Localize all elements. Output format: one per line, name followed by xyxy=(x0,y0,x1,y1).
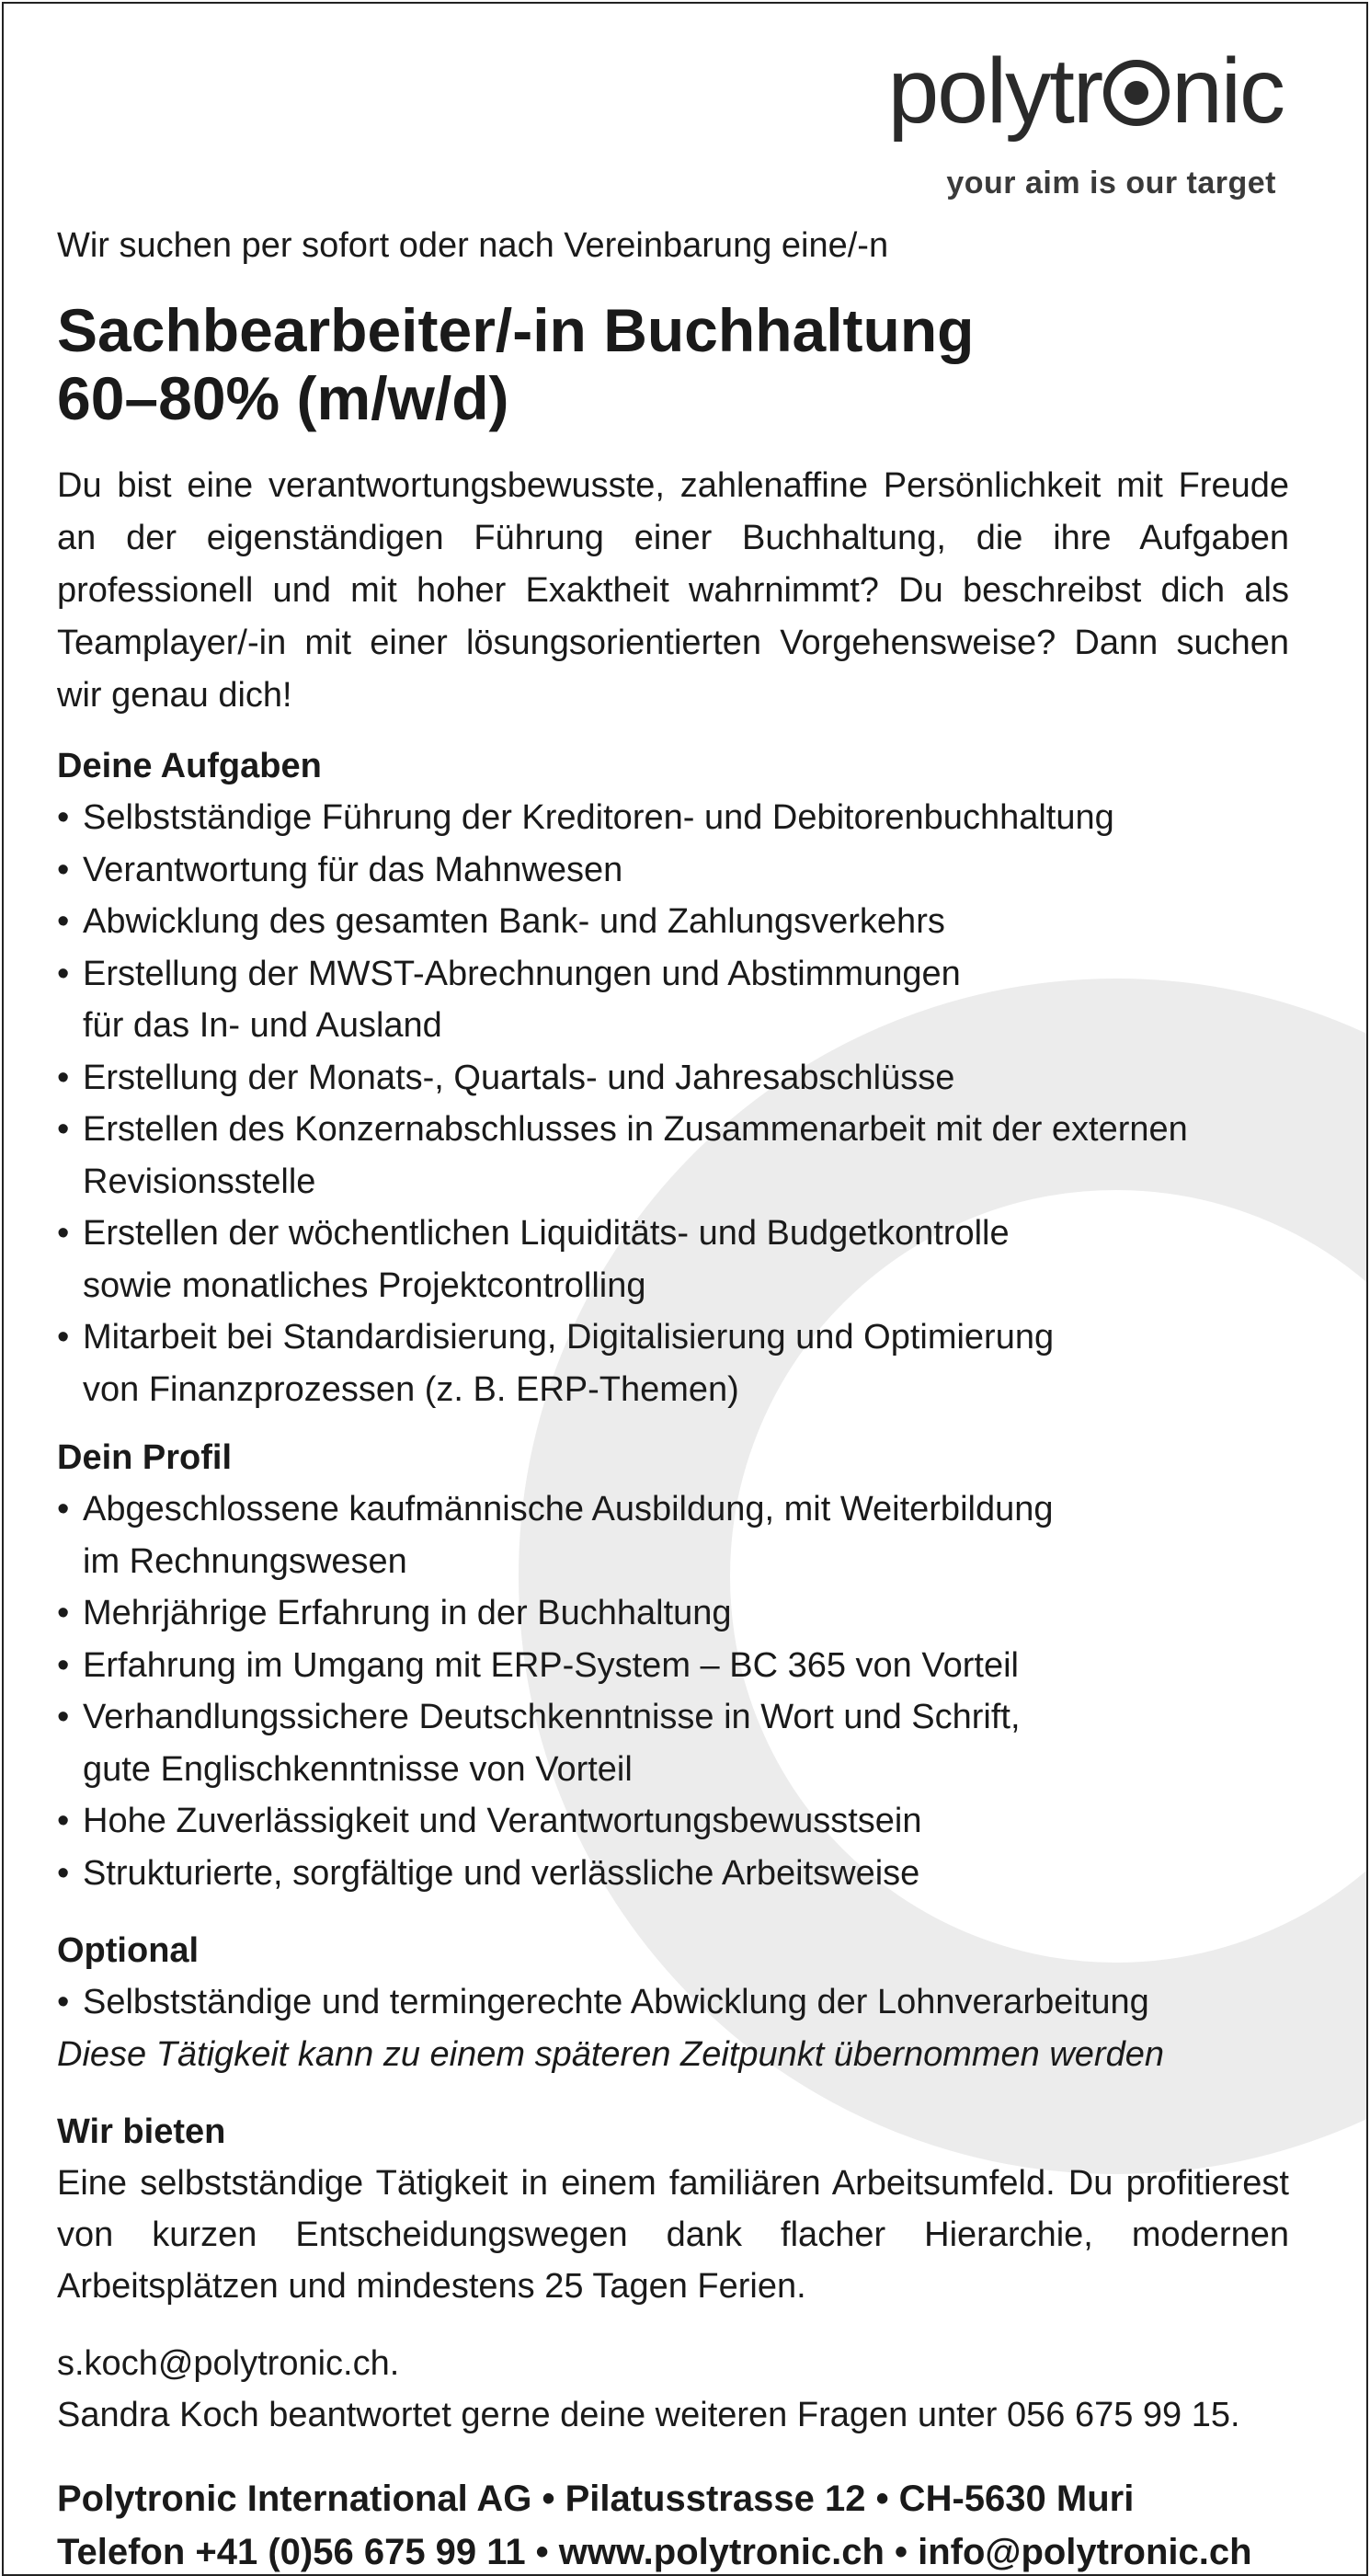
bullet-glyph: • xyxy=(57,902,70,941)
job-title xyxy=(57,296,1289,432)
footer xyxy=(57,2472,1289,2576)
list-item xyxy=(57,1848,1289,1900)
job-title-line2: 60–80% (m/w/d) xyxy=(57,364,509,432)
list-item-text: Erstellen des Konzernabschlusses in Zusammenarbeit mit der externen xyxy=(83,1110,1188,1149)
list-item-text: Strukturierte, sorgfältige und verlässliche Arbeitsweise xyxy=(83,1853,920,1893)
list-item-text: Mehrjährige Erfahrung in der Buchhaltung xyxy=(83,1594,732,1632)
bullet-glyph: • xyxy=(57,1594,70,1632)
list-item-text: Erfahrung im Umgang mit ERP-System – BC 365 von Vorteil xyxy=(83,1645,1019,1685)
tasks-heading: Deine Aufgaben xyxy=(57,747,322,785)
footer-contact: Telefon +41 (0)56 675 99 11 • www.polytronic.ch • info@polytronic.ch xyxy=(57,2531,1252,2572)
list-item-text: Mitarbeit bei Standardisierung, Digitalisierung und Optimierung xyxy=(83,1318,1055,1357)
list-item-text: Hohe Zuverlässigkeit und Verantwortungsbewusstsein xyxy=(83,1802,922,1840)
bullet-glyph: • xyxy=(57,1802,70,1840)
list-item xyxy=(57,1483,1289,1587)
list-item-continuation: für das In- und Ausland xyxy=(83,1006,442,1045)
offer-text: Eine selbstständige Tätigkeit in einem familiären Arbeitsumfeld. Du profitierest von kurzen Entscheidungswegen dank flacher Hierarchie, modernen Arbeitsplätzen und mindestens 25 Tagen Ferien. xyxy=(57,2163,1289,2306)
list-item xyxy=(57,1208,1289,1311)
list-item xyxy=(57,1104,1289,1208)
list-item-continuation: im Rechnungswesen xyxy=(83,1541,407,1581)
bullet-glyph: • xyxy=(57,1853,70,1893)
logo-tagline: your aim is our target xyxy=(946,166,1276,200)
bullet-glyph: • xyxy=(57,1214,70,1253)
list-item-text: Erstellen der wöchentlichen Liquiditäts- und Budgetkontrolle xyxy=(83,1214,1010,1253)
list-item xyxy=(57,1587,1289,1640)
list-item-text: Erstellung der MWST-Abrechnungen und Abstimmungen xyxy=(83,954,961,993)
tasks-list xyxy=(57,792,1289,1415)
optional-heading: Optional xyxy=(57,1931,200,1970)
bullet-glyph: • xyxy=(57,1983,70,2021)
contact-text: Sandra Koch beantwortet gerne deine weiteren Fragen unter 056 675 99 15. xyxy=(57,2395,1240,2434)
list-item-continuation: gute Englischkenntnisse von Vorteil xyxy=(83,1749,633,1789)
optional-note: Diese Tätigkeit kann zu einem späteren Zeitpunkt übernommen werden xyxy=(57,2034,1164,2074)
list-item xyxy=(57,1795,1289,1848)
bullet-glyph: • xyxy=(57,954,70,993)
list-item xyxy=(57,1052,1289,1105)
profile-list xyxy=(57,1483,1289,1899)
contact-block xyxy=(57,2338,1289,2441)
company-logo xyxy=(769,31,1284,200)
bullet-glyph: • xyxy=(57,850,70,889)
list-item xyxy=(57,844,1289,897)
list-item xyxy=(57,1311,1289,1415)
bullet-glyph: • xyxy=(57,1645,70,1685)
footer-address: Polytronic International AG • Pilatusstrasse 12 • CH-5630 Muri xyxy=(57,2478,1135,2519)
lead-paragraph: Du bist eine verantwortungsbewusste, zahlenaffine Persönlichkeit mit Freude an der eigenständigen Führung einer Buchhaltung, die ihre Aufgaben professionell und mit hoher Exaktheit wahrnimmt? Du beschreibst dich als Teamplayer/-in mit einer lösungsorientierten Vorgehensweise? Dann suchen wir genau dich! xyxy=(57,466,1289,715)
list-item xyxy=(57,792,1289,844)
bullet-glyph: • xyxy=(57,1058,70,1097)
logo-target-icon xyxy=(1103,60,1170,126)
job-ad-page xyxy=(2,2,1368,2576)
offer-heading: Wir bieten xyxy=(57,2112,226,2151)
ad-content xyxy=(57,224,1289,2576)
optional-list xyxy=(57,1976,1289,2029)
list-item-continuation: von Finanzprozessen (z. B. ERP-Themen) xyxy=(83,1369,739,1409)
bullet-glyph: • xyxy=(57,1490,70,1528)
list-item-continuation: sowie monatliches Projektcontrolling xyxy=(83,1265,646,1305)
bullet-glyph: • xyxy=(57,1698,70,1736)
list-item xyxy=(57,896,1289,948)
intro-text: Wir suchen per sofort oder nach Vereinbarung eine/-n xyxy=(57,226,889,265)
list-item-text: Erstellung der Monats-, Quartals- und Jahresabschlüsse xyxy=(83,1058,955,1097)
list-item xyxy=(57,1640,1289,1692)
bullet-glyph: • xyxy=(57,1110,70,1149)
contact-email[interactable]: s.koch@polytronic.ch. xyxy=(57,2343,400,2383)
job-title-line1: Sachbearbeiter/-in Buchhaltung xyxy=(57,296,975,364)
list-item-text: Selbstständige Führung der Kreditoren- und Debitorenbuchhaltung xyxy=(83,798,1114,837)
bullet-glyph: • xyxy=(57,798,70,837)
list-item-text: Verhandlungssichere Deutschkenntnisse in Wort und Schrift, xyxy=(83,1698,1021,1736)
list-item-text: Abgeschlossene kaufmännische Ausbildung, mit Weiterbildung xyxy=(83,1490,1054,1528)
list-item-continuation: Revisionsstelle xyxy=(83,1162,316,1201)
profile-heading: Dein Profil xyxy=(57,1438,233,1477)
bullet-glyph: • xyxy=(57,1318,70,1357)
logo-word-part: nic xyxy=(1171,40,1284,143)
list-item-text: Verantwortung für das Mahnwesen xyxy=(83,850,623,889)
list-item xyxy=(57,948,1289,1052)
list-item xyxy=(57,1691,1289,1795)
logo-word-part: polytr xyxy=(887,40,1102,143)
list-item-text: Abwicklung des gesamten Bank- und Zahlungsverkehrs xyxy=(83,902,945,941)
optional-item-text: Selbstständige und termingerechte Abwicklung der Lohnverarbeitung xyxy=(83,1983,1149,2021)
list-item xyxy=(57,1976,1289,2029)
logo-wordmark xyxy=(888,31,1284,151)
